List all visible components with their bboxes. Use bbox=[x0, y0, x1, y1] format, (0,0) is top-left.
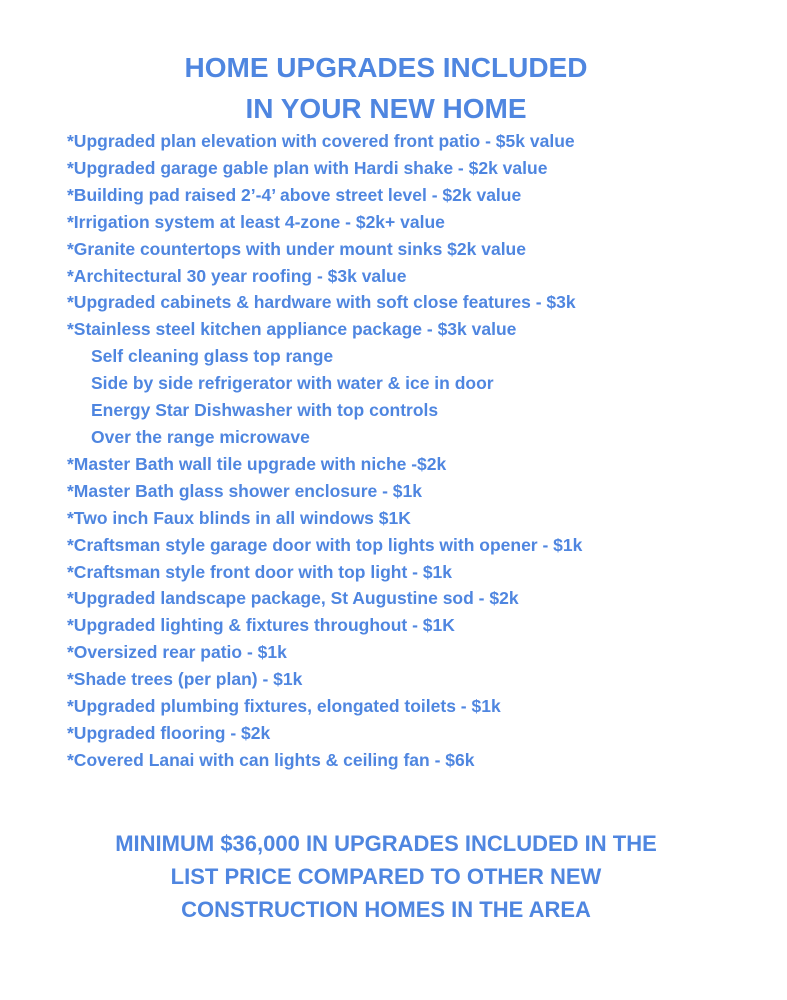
list-item: *Covered Lanai with can lights & ceiling fan - $6k bbox=[67, 749, 475, 770]
list-item: *Upgraded flooring - $2k bbox=[67, 722, 271, 743]
list-item: *Upgraded garage gable plan with Hardi shake - $2k value bbox=[67, 157, 548, 178]
list-item: *Upgraded lighting & fixtures throughout - $1K bbox=[67, 615, 455, 636]
appliance-sub-item: Over the range microwave bbox=[91, 426, 310, 447]
list-item: *Upgraded plan elevation with covered front patio - $5k value bbox=[67, 131, 575, 151]
list-item: *Shade trees (per plan) - $1k bbox=[67, 669, 303, 690]
list-item: *Craftsman style front door with top light - $1k bbox=[67, 561, 453, 582]
list-item: *Upgraded landscape package, St Augustine sod - $2k bbox=[67, 588, 519, 609]
list-item: *Master Bath wall tile upgrade with niche -$2k bbox=[67, 453, 447, 474]
list-item: *Two inch Faux blinds in all windows $1K bbox=[67, 507, 411, 528]
summary-line-3: CONSTRUCTION HOMES IN THE AREA bbox=[181, 897, 591, 922]
appliance-sub-item: Side by side refrigerator with water & ice in door bbox=[91, 373, 494, 394]
summary-line-1: MINIMUM $36,000 IN UPGRADES INCLUDED IN THE bbox=[115, 831, 657, 856]
title-line-2: IN YOUR NEW HOME bbox=[245, 93, 527, 124]
list-item: *Craftsman style garage door with top lights with opener - $1k bbox=[67, 534, 583, 555]
title-line-1: HOME UPGRADES INCLUDED bbox=[184, 52, 588, 83]
list-item: *Stainless steel kitchen appliance package - $3k value bbox=[67, 319, 517, 340]
appliance-sub-item: Self cleaning glass top range bbox=[91, 346, 334, 367]
summary-statement bbox=[0, 827, 772, 926]
list-item: *Architectural 30 year roofing - $3k value bbox=[67, 265, 407, 286]
appliance-sub-item: Energy Star Dishwasher with top controls bbox=[91, 400, 439, 421]
page-title bbox=[0, 47, 772, 129]
upgrades-list bbox=[67, 128, 582, 774]
list-item: *Upgraded plumbing fixtures, elongated toilets - $1k bbox=[67, 696, 501, 717]
list-item: *Irrigation system at least 4-zone - $2k+ value bbox=[67, 211, 445, 232]
summary-line-2: LIST PRICE COMPARED TO OTHER NEW bbox=[170, 864, 602, 889]
list-item: *Master Bath glass shower enclosure - $1k bbox=[67, 480, 422, 501]
list-item: *Oversized rear patio - $1k bbox=[67, 642, 287, 663]
list-item: *Granite countertops with under mount sinks $2k value bbox=[67, 238, 526, 259]
list-item: *Upgraded cabinets & hardware with soft close features - $3k bbox=[67, 292, 576, 313]
list-item: *Building pad raised 2’-4’ above street level - $2k value bbox=[67, 184, 522, 205]
